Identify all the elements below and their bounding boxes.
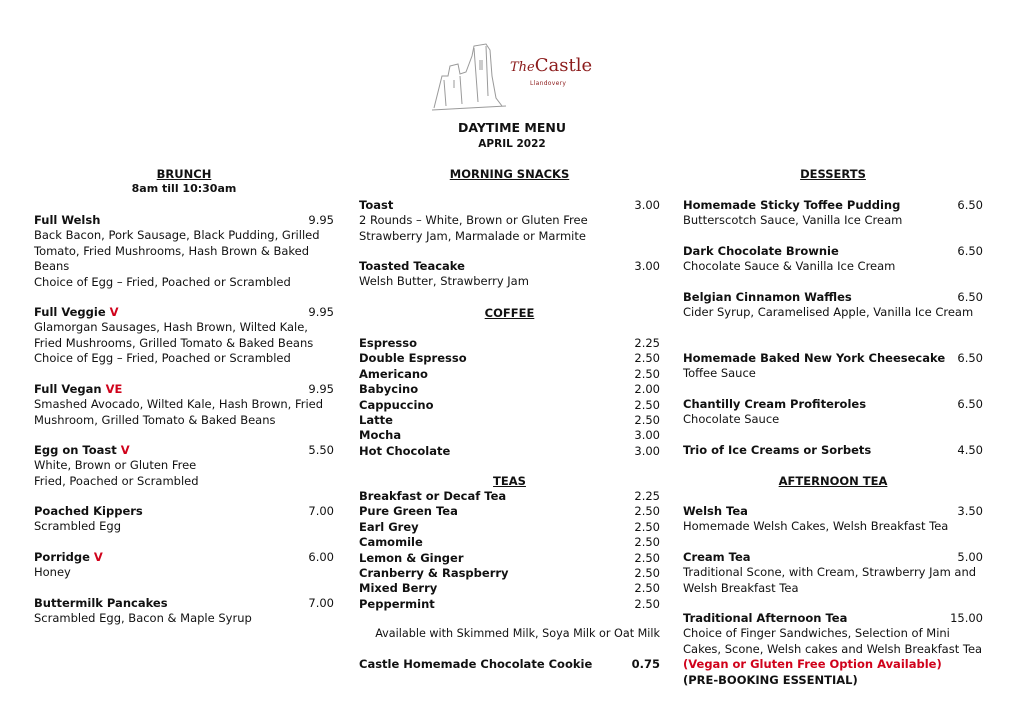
milk-options-note: Available with Skimmed Milk, Soya Milk or Oat Milk	[375, 627, 660, 640]
teas-list	[359, 489, 660, 612]
item-name: Toasted Teacake	[359, 259, 465, 273]
list-item: Espresso 2.25	[359, 336, 660, 350]
item-name: Trio of Ice Creams or Sorbets	[683, 443, 872, 457]
menu-item-sticky-toffee-pudding	[683, 198, 983, 229]
item-desc: Glamorgan Sausages, Hash Brown, Wilted Kale, Fried Mushrooms, Grilled Tomato & Baked Beans	[34, 320, 314, 350]
list-item: Peppermint 2.50	[359, 596, 660, 611]
item-desc: Smashed Avocado, Wilted Kale, Hash Brown, Fried Mushroom, Grilled Tomato & Baked Beans	[34, 397, 324, 427]
menu-date: APRIL 2022	[478, 138, 546, 150]
item-desc: Scrambled Egg	[34, 519, 121, 534]
item-price: 6.50	[957, 351, 983, 365]
morning-snacks-heading: MORNING SNACKS	[449, 167, 570, 181]
logo-place: Llandovery	[530, 80, 567, 87]
item-price: 6.50	[957, 244, 983, 258]
item-price: 5.50	[308, 443, 334, 457]
item-price: 3.00	[634, 259, 660, 273]
menu-item-full-welsh	[34, 213, 334, 290]
item-desc: Back Bacon, Pork Sausage, Black Pudding, Grilled Tomato, Fried Mushrooms, Hash Brown & Baked Beans	[34, 228, 320, 274]
item-name: Toast	[359, 198, 394, 212]
teas-heading: TEAS	[493, 474, 526, 488]
menu-title: DAYTIME MENU	[457, 120, 566, 135]
menu-item-toasted-teacake	[359, 259, 660, 290]
item-price: 4.50	[957, 443, 983, 457]
menu-item-porridge	[34, 550, 334, 581]
item-price: 9.95	[308, 305, 334, 319]
item-desc: Choice of Egg – Fried, Poached or Scrambled	[34, 274, 291, 289]
item-name: Poached Kippers	[34, 504, 143, 518]
item-desc: Butterscotch Sauce, Vanilla Ice Cream	[683, 213, 903, 228]
castle-logo	[430, 36, 600, 112]
vegetarian-badge: V	[93, 550, 103, 564]
list-item: Hot Chocolate 3.00	[359, 443, 660, 458]
item-desc: White, Brown or Gluten Free	[34, 458, 197, 473]
item-price: 6.50	[957, 198, 983, 212]
item-name: Cream Tea	[683, 550, 751, 564]
item-desc: Homemade Welsh Cakes, Welsh Breakfast Tea	[683, 519, 949, 534]
item-price: 9.95	[308, 382, 334, 396]
item-name: Dark Chocolate Brownie	[683, 244, 839, 258]
item-price: 6.50	[957, 397, 983, 411]
item-desc: 2 Rounds – White, Brown or Gluten Free	[359, 213, 588, 228]
item-name: Homemade Baked New York Cheesecake	[683, 351, 946, 365]
afternoon-tea-heading: AFTERNOON TEA	[778, 474, 888, 488]
item-desc: Traditional Scone, with Cream, Strawberry Jam and Welsh Breakfast Tea	[683, 565, 977, 595]
list-item: Cranberry & Raspberry 2.50	[359, 566, 660, 581]
item-desc: Chocolate Sauce	[683, 412, 780, 427]
item-name: Traditional Afternoon Tea	[683, 611, 848, 625]
menu-item-poached-kippers	[34, 504, 334, 535]
menu-item-buttermilk-pancakes	[34, 596, 334, 627]
menu-item-cinnamon-waffles	[683, 290, 983, 321]
menu-item-toast	[359, 198, 660, 244]
list-item: Breakfast or Decaf Tea 2.25	[359, 489, 660, 503]
item-desc	[683, 626, 983, 672]
list-item: Double Espresso 2.50	[359, 351, 660, 366]
item-desc: Toffee Sauce	[683, 366, 756, 381]
list-item: Mixed Berry 2.50	[359, 581, 660, 596]
list-item: Camomile 2.50	[359, 535, 660, 550]
item-desc: Strawberry Jam, Marmalade or Marmite	[359, 228, 586, 243]
coffee-list	[359, 336, 660, 459]
item-price: 3.00	[634, 198, 660, 212]
menu-item-full-veggie	[34, 305, 334, 367]
item-name: Castle Homemade Chocolate Cookie	[359, 657, 593, 671]
item-name: Homemade Sticky Toffee Pudding	[683, 198, 901, 212]
menu-item-traditional-afternoon-tea	[683, 611, 983, 688]
logo-castle: Castle	[534, 55, 593, 76]
list-item: Cappuccino 2.50	[359, 397, 660, 412]
menu-item-welsh-tea	[683, 504, 983, 535]
brunch-heading: BRUNCH	[156, 167, 212, 181]
item-desc: Choice of Egg – Fried, Poached or Scrambled	[34, 351, 291, 366]
item-name: Welsh Tea	[683, 504, 748, 518]
item-name: Full Veggie	[34, 305, 106, 319]
menu-item-chocolate-cookie	[359, 657, 660, 671]
item-price: 7.00	[308, 504, 334, 518]
item-name: Egg on Toast	[34, 443, 117, 457]
list-item: Mocha 3.00	[359, 428, 660, 443]
logo-wordmark	[510, 55, 592, 76]
item-name: Belgian Cinnamon Waffles	[683, 290, 852, 304]
item-price: 15.00	[950, 611, 983, 625]
item-price: 6.50	[957, 290, 983, 304]
vegetarian-badge: V	[120, 443, 130, 457]
item-desc: Honey	[34, 565, 71, 580]
vegetarian-badge: V	[109, 305, 119, 319]
menu-item-profiteroles	[683, 397, 983, 428]
item-price: 9.95	[308, 213, 334, 227]
item-name: Porridge	[34, 550, 90, 564]
item-name: Buttermilk Pancakes	[34, 596, 168, 610]
prebooking-note: (PRE-BOOKING ESSENTIAL)	[683, 672, 858, 687]
item-price: 6.00	[308, 550, 334, 564]
menu-item-ny-cheesecake	[683, 351, 983, 382]
item-price: 5.00	[957, 550, 983, 564]
item-price: 3.50	[957, 504, 983, 518]
menu-item-dark-chocolate-brownie	[683, 244, 983, 275]
traditional-desc: Choice of Finger Sandwiches, Selection of Mini Cakes, Scone, Welsh cakes and Welsh Breakfast Tea	[683, 626, 983, 656]
item-desc: Chocolate Sauce & Vanilla Ice Cream	[683, 259, 896, 274]
logo-the: The	[510, 60, 535, 75]
list-item: Earl Grey 2.50	[359, 519, 660, 534]
item-desc: Cider Syrup, Caramelised Apple, Vanilla Ice Cream	[683, 305, 974, 320]
menu-item-egg-on-toast	[34, 443, 334, 489]
brunch-hours: 8am till 10:30am	[131, 182, 237, 195]
list-item: Babycino 2.00	[359, 382, 660, 397]
dietary-option-note: (Vegan or Gluten Free Option Available)	[683, 657, 942, 672]
item-desc: Fried, Poached or Scrambled	[34, 473, 199, 488]
item-desc: Scrambled Egg, Bacon & Maple Syrup	[34, 611, 252, 626]
item-name: Full Vegan	[34, 382, 102, 396]
vegan-badge: VE	[105, 382, 123, 396]
list-item: Americano 2.50	[359, 366, 660, 381]
castle-sketch-icon	[430, 36, 510, 112]
menu-item-full-vegan	[34, 382, 334, 428]
menu-item-ice-creams	[683, 443, 983, 458]
list-item: Latte 2.50	[359, 413, 660, 428]
menu-item-cream-tea	[683, 550, 983, 596]
item-desc: Welsh Butter, Strawberry Jam	[359, 274, 529, 289]
coffee-heading: COFFEE	[484, 306, 535, 320]
list-item: Pure Green Tea 2.50	[359, 504, 660, 519]
item-price: 0.75	[631, 657, 660, 671]
list-item: Lemon & Ginger 2.50	[359, 550, 660, 565]
desserts-heading: DESSERTS	[800, 167, 866, 181]
item-name: Chantilly Cream Profiteroles	[683, 397, 867, 411]
item-price: 7.00	[308, 596, 334, 610]
item-name: Full Welsh	[34, 213, 101, 227]
